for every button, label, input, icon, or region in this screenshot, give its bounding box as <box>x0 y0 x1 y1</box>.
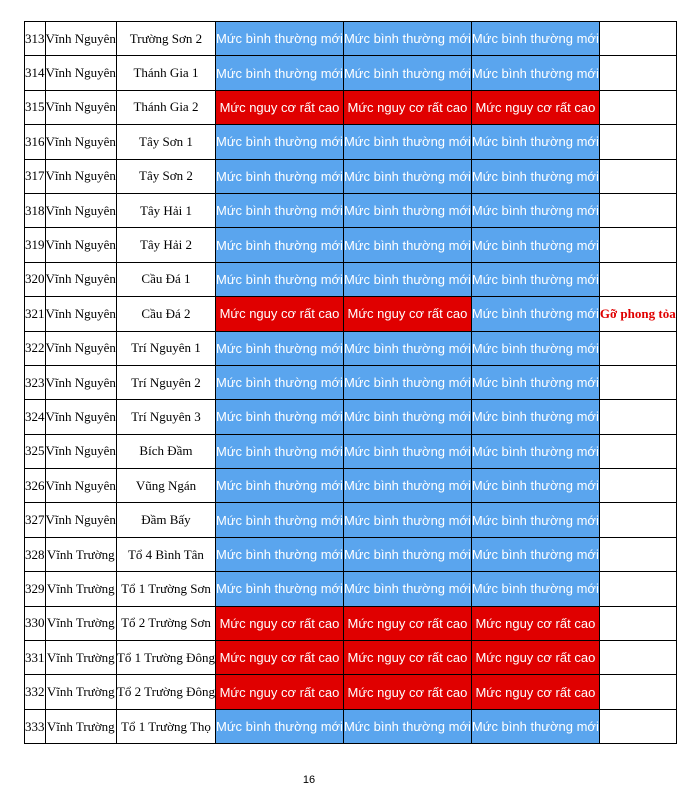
commune-cell: Vĩnh Nguyên <box>45 503 116 537</box>
village-cell: Tây Sơn 2 <box>116 159 215 193</box>
risk-level-cell: Mức bình thường mới <box>343 228 471 262</box>
note-cell <box>599 469 676 503</box>
row-number-cell: 326 <box>25 469 46 503</box>
risk-level-cell: Mức bình thường mới <box>343 331 471 365</box>
risk-level-cell: Mức bình thường mới <box>216 228 344 262</box>
risk-level-cell: Mức bình thường mới <box>471 193 599 227</box>
village-cell: Cầu Đá 1 <box>116 262 215 296</box>
note-cell <box>599 537 676 571</box>
note-cell <box>599 400 676 434</box>
risk-level-cell: Mức bình thường mới <box>343 125 471 159</box>
risk-level-cell: Mức nguy cơ rất cao <box>471 606 599 640</box>
risk-level-cell: Mức bình thường mới <box>471 262 599 296</box>
village-cell: Tổ 2 Trường Sơn <box>116 606 215 640</box>
risk-level-cell: Mức nguy cơ rất cao <box>343 641 471 675</box>
note-cell <box>599 503 676 537</box>
note-cell <box>599 675 676 709</box>
note-cell <box>599 365 676 399</box>
row-number-cell: 317 <box>25 159 46 193</box>
risk-level-cell: Mức bình thường mới <box>216 56 344 90</box>
note-cell <box>599 22 676 56</box>
commune-cell: Vĩnh Trường <box>45 537 116 571</box>
risk-level-cell: Mức bình thường mới <box>343 56 471 90</box>
risk-level-cell: Mức nguy cơ rất cao <box>471 641 599 675</box>
row-number-cell: 327 <box>25 503 46 537</box>
village-cell: Cầu Đá 2 <box>116 297 215 331</box>
note-cell <box>599 572 676 606</box>
risk-level-cell: Mức bình thường mới <box>216 193 344 227</box>
risk-level-cell: Mức bình thường mới <box>216 469 344 503</box>
risk-level-cell: Mức bình thường mới <box>471 537 599 571</box>
commune-cell: Vĩnh Nguyên <box>45 469 116 503</box>
risk-level-cell: Mức bình thường mới <box>216 709 344 743</box>
note-cell <box>599 90 676 124</box>
row-number-cell: 322 <box>25 331 46 365</box>
table-row <box>25 434 677 468</box>
risk-level-cell: Mức bình thường mới <box>343 22 471 56</box>
note-cell <box>599 709 676 743</box>
page-number: 16 <box>302 774 316 786</box>
risk-level-cell: Mức bình thường mới <box>471 159 599 193</box>
note-cell <box>599 228 676 262</box>
table-row <box>25 159 677 193</box>
row-number-cell: 319 <box>25 228 46 262</box>
risk-level-cell: Mức bình thường mới <box>216 159 344 193</box>
table-row <box>25 262 677 296</box>
risk-level-cell: Mức bình thường mới <box>471 400 599 434</box>
risk-level-cell: Mức bình thường mới <box>216 365 344 399</box>
risk-level-cell: Mức nguy cơ rất cao <box>216 606 344 640</box>
table-row <box>25 193 677 227</box>
risk-level-cell: Mức bình thường mới <box>216 537 344 571</box>
commune-cell: Vĩnh Nguyên <box>45 365 116 399</box>
commune-cell: Vĩnh Nguyên <box>45 159 116 193</box>
note-cell <box>599 125 676 159</box>
row-number-cell: 318 <box>25 193 46 227</box>
village-cell: Tây Hải 2 <box>116 228 215 262</box>
village-cell: Trí Nguyên 3 <box>116 400 215 434</box>
note-cell <box>599 434 676 468</box>
row-number-cell: 331 <box>25 641 46 675</box>
note-cell <box>599 56 676 90</box>
row-number-cell: 316 <box>25 125 46 159</box>
table-row <box>25 297 677 331</box>
village-cell: Tây Hải 1 <box>116 193 215 227</box>
table-row <box>25 606 677 640</box>
commune-cell: Vĩnh Trường <box>45 641 116 675</box>
note-cell <box>599 262 676 296</box>
commune-cell: Vĩnh Nguyên <box>45 228 116 262</box>
commune-cell: Vĩnh Nguyên <box>45 56 116 90</box>
note-cell <box>599 606 676 640</box>
risk-level-cell: Mức bình thường mới <box>216 22 344 56</box>
risk-level-table <box>24 21 677 744</box>
risk-level-cell: Mức nguy cơ rất cao <box>216 297 344 331</box>
commune-cell: Vĩnh Trường <box>45 675 116 709</box>
risk-level-cell: Mức bình thường mới <box>471 572 599 606</box>
risk-level-cell: Mức bình thường mới <box>343 572 471 606</box>
table-row <box>25 22 677 56</box>
table-row <box>25 572 677 606</box>
note-cell <box>599 159 676 193</box>
table-row <box>25 469 677 503</box>
table-row <box>25 90 677 124</box>
table-row <box>25 228 677 262</box>
risk-level-cell: Mức nguy cơ rất cao <box>216 90 344 124</box>
village-cell: Tổ 1 Trường Sơn <box>116 572 215 606</box>
village-cell: Trí Nguyên 2 <box>116 365 215 399</box>
village-cell: Thánh Gia 1 <box>116 56 215 90</box>
village-cell: Thánh Gia 2 <box>116 90 215 124</box>
row-number-cell: 333 <box>25 709 46 743</box>
risk-level-cell: Mức bình thường mới <box>343 537 471 571</box>
risk-level-cell: Mức bình thường mới <box>471 365 599 399</box>
commune-cell: Vĩnh Nguyên <box>45 125 116 159</box>
note-cell <box>599 331 676 365</box>
note-cell <box>599 193 676 227</box>
row-number-cell: 330 <box>25 606 46 640</box>
risk-level-cell: Mức bình thường mới <box>471 228 599 262</box>
risk-level-cell: Mức nguy cơ rất cao <box>471 675 599 709</box>
note-cell: Gỡ phong tỏa <box>599 297 676 331</box>
table-row <box>25 503 677 537</box>
risk-level-cell: Mức bình thường mới <box>343 365 471 399</box>
table-body <box>25 22 677 744</box>
risk-level-cell: Mức bình thường mới <box>343 262 471 296</box>
table-row <box>25 331 677 365</box>
risk-level-cell: Mức bình thường mới <box>471 297 599 331</box>
risk-level-cell: Mức bình thường mới <box>343 469 471 503</box>
village-cell: Tổ 1 Trường Đông <box>116 641 215 675</box>
risk-level-cell: Mức bình thường mới <box>343 193 471 227</box>
risk-level-cell: Mức bình thường mới <box>343 434 471 468</box>
risk-level-cell: Mức bình thường mới <box>343 400 471 434</box>
village-cell: Trí Nguyên 1 <box>116 331 215 365</box>
risk-level-cell: Mức bình thường mới <box>216 125 344 159</box>
commune-cell: Vĩnh Trường <box>45 709 116 743</box>
commune-cell: Vĩnh Nguyên <box>45 90 116 124</box>
row-number-cell: 328 <box>25 537 46 571</box>
table-row <box>25 365 677 399</box>
risk-level-cell: Mức bình thường mới <box>471 503 599 537</box>
village-cell: Trường Sơn 2 <box>116 22 215 56</box>
row-number-cell: 315 <box>25 90 46 124</box>
table-row <box>25 400 677 434</box>
row-number-cell: 320 <box>25 262 46 296</box>
village-cell: Tổ 2 Trường Đông <box>116 675 215 709</box>
risk-level-cell: Mức bình thường mới <box>343 503 471 537</box>
village-cell: Vũng Ngán <box>116 469 215 503</box>
risk-level-cell: Mức bình thường mới <box>343 159 471 193</box>
risk-level-cell: Mức bình thường mới <box>216 331 344 365</box>
row-number-cell: 323 <box>25 365 46 399</box>
risk-level-cell: Mức bình thường mới <box>216 400 344 434</box>
risk-level-cell: Mức nguy cơ rất cao <box>343 90 471 124</box>
table-row <box>25 709 677 743</box>
note-cell <box>599 641 676 675</box>
row-number-cell: 314 <box>25 56 46 90</box>
row-number-cell: 313 <box>25 22 46 56</box>
risk-level-cell: Mức bình thường mới <box>471 434 599 468</box>
risk-level-cell: Mức bình thường mới <box>471 56 599 90</box>
village-cell: Tổ 1 Trường Thọ <box>116 709 215 743</box>
risk-level-cell: Mức nguy cơ rất cao <box>216 641 344 675</box>
risk-level-cell: Mức bình thường mới <box>471 331 599 365</box>
risk-level-cell: Mức bình thường mới <box>471 125 599 159</box>
risk-level-cell: Mức bình thường mới <box>216 262 344 296</box>
risk-level-cell: Mức bình thường mới <box>471 709 599 743</box>
row-number-cell: 329 <box>25 572 46 606</box>
commune-cell: Vĩnh Nguyên <box>45 22 116 56</box>
commune-cell: Vĩnh Nguyên <box>45 400 116 434</box>
risk-level-cell: Mức bình thường mới <box>471 469 599 503</box>
row-number-cell: 321 <box>25 297 46 331</box>
risk-level-cell: Mức nguy cơ rất cao <box>471 90 599 124</box>
row-number-cell: 324 <box>25 400 46 434</box>
commune-cell: Vĩnh Trường <box>45 572 116 606</box>
table-row <box>25 56 677 90</box>
risk-level-cell: Mức bình thường mới <box>216 572 344 606</box>
risk-level-cell: Mức bình thường mới <box>216 434 344 468</box>
risk-level-cell: Mức bình thường mới <box>216 503 344 537</box>
risk-level-cell: Mức nguy cơ rất cao <box>343 675 471 709</box>
village-cell: Tổ 4 Bình Tân <box>116 537 215 571</box>
risk-level-cell: Mức nguy cơ rất cao <box>343 297 471 331</box>
commune-cell: Vĩnh Nguyên <box>45 262 116 296</box>
commune-cell: Vĩnh Nguyên <box>45 193 116 227</box>
village-cell: Đầm Bấy <box>116 503 215 537</box>
commune-cell: Vĩnh Trường <box>45 606 116 640</box>
village-cell: Tây Sơn 1 <box>116 125 215 159</box>
commune-cell: Vĩnh Nguyên <box>45 434 116 468</box>
commune-cell: Vĩnh Nguyên <box>45 331 116 365</box>
row-number-cell: 325 <box>25 434 46 468</box>
village-cell: Bích Đầm <box>116 434 215 468</box>
commune-cell: Vĩnh Nguyên <box>45 297 116 331</box>
risk-level-cell: Mức nguy cơ rất cao <box>343 606 471 640</box>
risk-level-cell: Mức nguy cơ rất cao <box>216 675 344 709</box>
risk-level-cell: Mức bình thường mới <box>343 709 471 743</box>
risk-level-cell: Mức bình thường mới <box>471 22 599 56</box>
table-row <box>25 537 677 571</box>
table-row <box>25 675 677 709</box>
table-row <box>25 641 677 675</box>
row-number-cell: 332 <box>25 675 46 709</box>
table-row <box>25 125 677 159</box>
